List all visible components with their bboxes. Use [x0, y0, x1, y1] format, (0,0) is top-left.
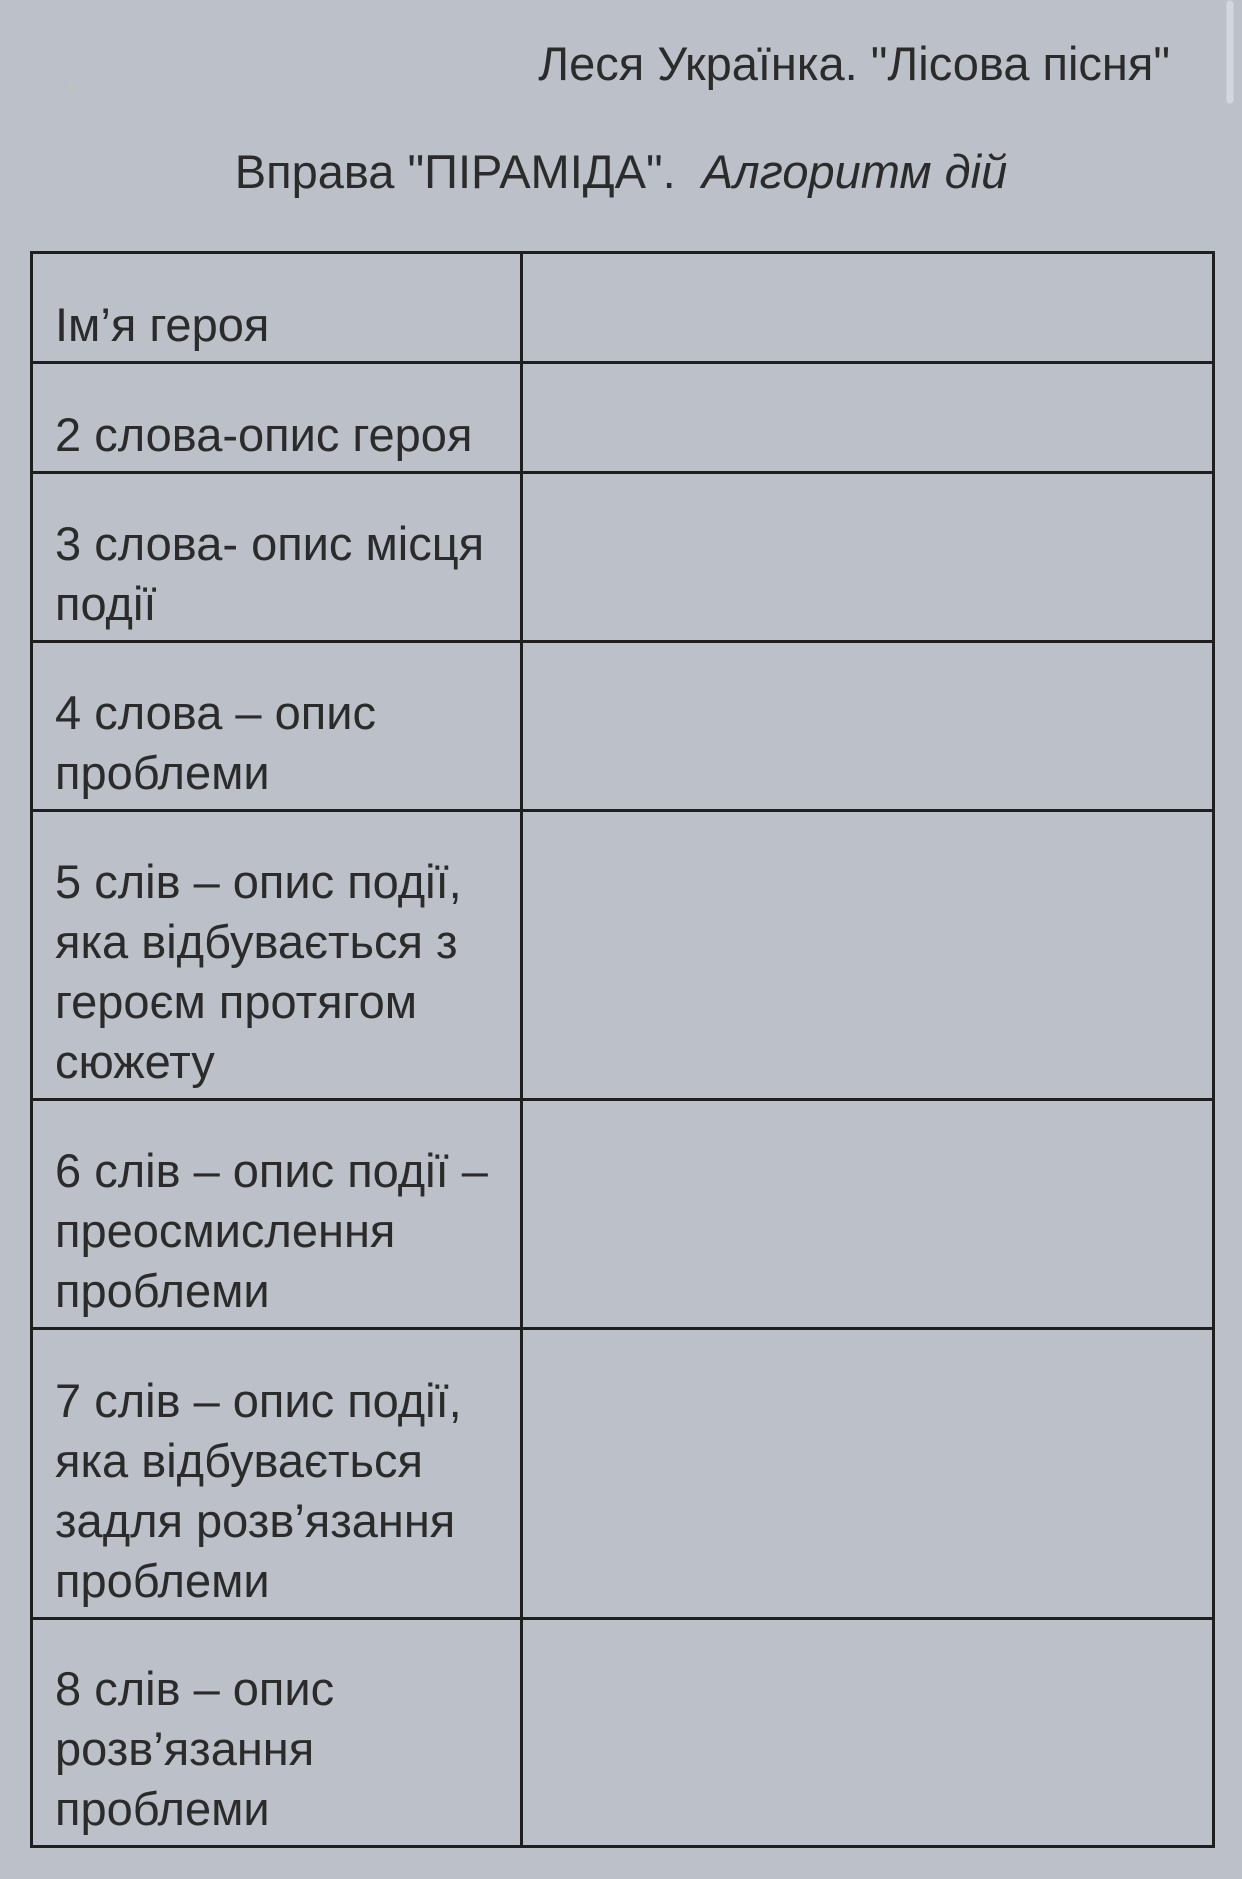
- table-row: [32, 642, 1214, 811]
- table-row: [32, 1100, 1214, 1329]
- row-label: 2 слова-опис героя: [32, 363, 522, 473]
- decorative-dot: [70, 85, 72, 87]
- row-label: 7 слів – опис події, яка відбувається задля розв’язання проблеми: [32, 1329, 522, 1619]
- row-label: 5 слів – опис події, яка відбувається з героєм протягом сюжету: [32, 811, 522, 1100]
- document-subtitle: Леся Українка. "Лісова пісня": [538, 37, 1170, 90]
- answer-cell[interactable]: [522, 253, 1214, 363]
- pyramid-table: [30, 251, 1215, 1848]
- page-title: [0, 142, 1242, 202]
- answer-cell[interactable]: [522, 473, 1214, 642]
- table-row: [32, 811, 1214, 1100]
- answer-cell[interactable]: [522, 1619, 1214, 1847]
- answer-cell[interactable]: [522, 811, 1214, 1100]
- row-label: Ім’я героя: [32, 253, 522, 363]
- table-row: [32, 253, 1214, 363]
- answer-cell[interactable]: [522, 1100, 1214, 1329]
- title-italic: Алгоритм дій: [701, 145, 1008, 198]
- scrollbar[interactable]: [1226, 0, 1234, 104]
- row-label: 6 слів – опис події – преосмислення проблеми: [32, 1100, 522, 1329]
- table-row: [32, 473, 1214, 642]
- title-main: Вправа "ПІРАМІДА".: [234, 145, 676, 198]
- table-row: [32, 363, 1214, 473]
- answer-cell[interactable]: [522, 363, 1214, 473]
- answer-cell[interactable]: [522, 1329, 1214, 1619]
- answer-cell[interactable]: [522, 642, 1214, 811]
- row-label: 3 слова- опис місця події: [32, 473, 522, 642]
- table-row: [32, 1329, 1214, 1619]
- row-label: 8 слів – опис розв’язання проблеми: [32, 1619, 522, 1847]
- table-row: [32, 1619, 1214, 1847]
- row-label: 4 слова – опис проблеми: [32, 642, 522, 811]
